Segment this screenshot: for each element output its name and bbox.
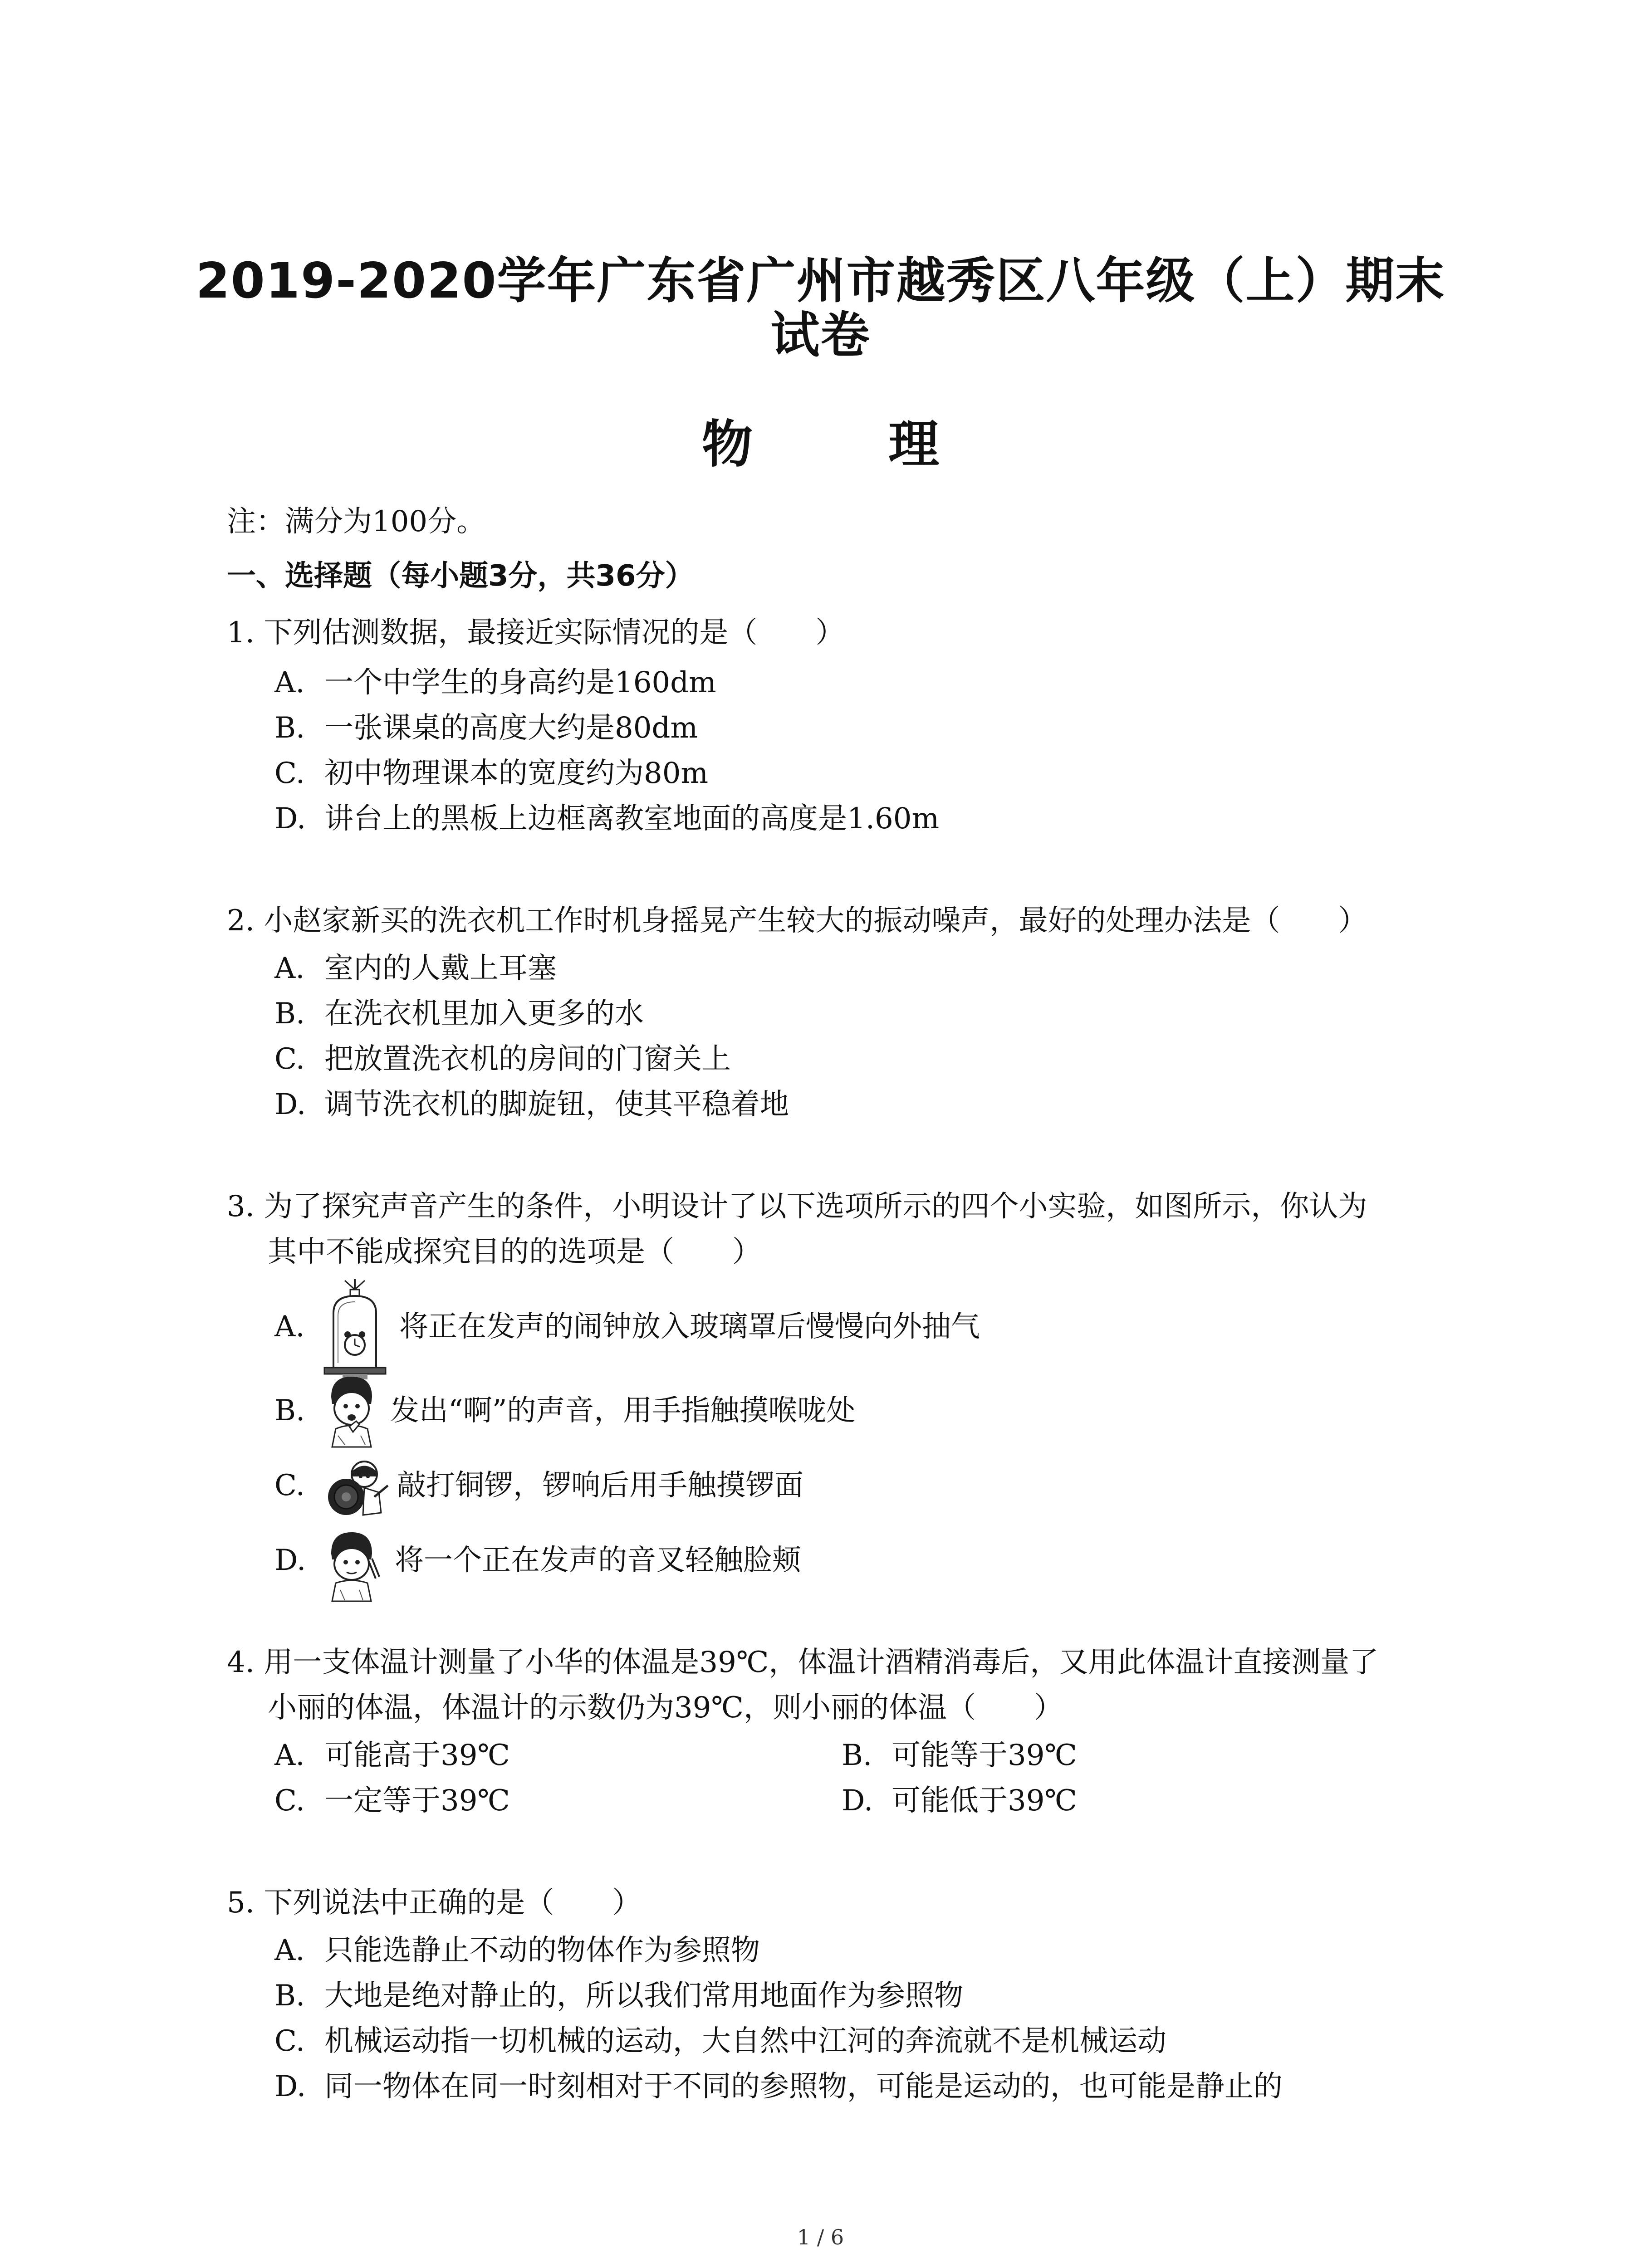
question-4-option-b: B. 可能等于39℃ <box>842 1739 1078 1772</box>
question-3-option-b-text: 发出“啊”的声音，用手指触摸喉咙处 <box>390 1394 856 1427</box>
question-3-option-d-label: D. <box>274 1544 306 1577</box>
question-5-option-d: D. 同一物体在同一时刻相对于不同的参照物，可能是运动的，也可能是静止的 <box>274 2070 1283 2103</box>
question-3-option-b-label: B. <box>274 1394 305 1427</box>
question-1-option-d: D. 讲台上的黑板上边框离教室地面的高度是1.60m <box>274 802 940 836</box>
question-1-option-a: A. 一个中学生的身高约是160dm <box>274 666 716 699</box>
question-2-option-b: B. 在洗衣机里加入更多的水 <box>274 997 644 1031</box>
question-5-option-a: A. 只能选静止不动的物体作为参照物 <box>274 1934 760 1967</box>
question-1-option-b: B. 一张课桌的高度大约是80dm <box>274 711 698 745</box>
question-3-option-a-label: A. <box>274 1310 305 1344</box>
question-3-option-d-text: 将一个正在发声的音叉轻触脸颊 <box>395 1544 801 1577</box>
page-number: 1 / 6 <box>797 2225 844 2249</box>
question-5-option-c: C. 机械运动指一切机械的运动，大自然中江河的奔流就不是机械运动 <box>274 2024 1166 2058</box>
question-2-option-d: D. 调节洗衣机的脚旋钮，使其平稳着地 <box>274 1088 789 1121</box>
question-1-option-c: C. 初中物理课本的宽度约为80m <box>274 757 709 790</box>
question-2-option-c: C. 把放置洗衣机的房间的门窗关上 <box>274 1042 731 1076</box>
gong-icon <box>320 1458 392 1520</box>
question-3-stem-line1: 3. 为了探究声音产生的条件，小明设计了以下选项所示的四个小实验，如图所示，你认为 <box>227 1190 1367 1223</box>
question-4-option-c: C. 一定等于39℃ <box>274 1784 510 1818</box>
question-3-option-a-text: 将正在发声的闹钟放入玻璃罩后慢慢向外抽气 <box>399 1310 980 1344</box>
question-4-option-d: D. 可能低于39℃ <box>842 1784 1078 1818</box>
section-heading: 一、选择题（每小题3分，共36分） <box>227 559 694 593</box>
question-5-option-b: B. 大地是绝对静止的，所以我们常用地面作为参照物 <box>274 1979 963 2013</box>
bell-jar-alarm-clock-icon <box>318 1277 392 1381</box>
subject-heading: 物 理 <box>702 415 998 474</box>
question-3-stem-line2: 其中不能成探究目的的选项是（ ） <box>268 1235 761 1269</box>
question-4-stem-line1: 4. 用一支体温计测量了小华的体温是39℃，体温计酒精消毒后，又用此体温计直接测量了 <box>227 1646 1379 1679</box>
tuning-fork-face-icon <box>318 1529 386 1603</box>
question-3-option-c-text: 敲打铜锣，锣响后用手触摸锣面 <box>397 1469 803 1502</box>
score-note: 注：满分为100分。 <box>227 505 486 538</box>
question-1-stem: 1. 下列估测数据，最接近实际情况的是（ ） <box>227 616 845 650</box>
question-5-stem: 5. 下列说法中正确的是（ ） <box>227 1886 642 1920</box>
exam-title-line1: 2019-2020学年广东省广州市越秀区八年级（上）期末 <box>196 253 1445 309</box>
question-4-stem-line2: 小丽的体温，体温计的示数仍为39℃，则小丽的体温（ ） <box>268 1691 1063 1725</box>
question-4-option-a: A. 可能高于39℃ <box>274 1739 510 1772</box>
child-touching-throat-icon <box>318 1372 386 1449</box>
question-2-option-a: A. 室内的人戴上耳塞 <box>274 952 557 985</box>
question-2-stem: 2. 小赵家新买的洗衣机工作时机身摇晃产生较大的振动噪声，最好的处理办法是（ ） <box>227 904 1367 938</box>
exam-title-line2: 试卷 <box>770 307 871 364</box>
question-3-option-c-label: C. <box>274 1469 305 1502</box>
